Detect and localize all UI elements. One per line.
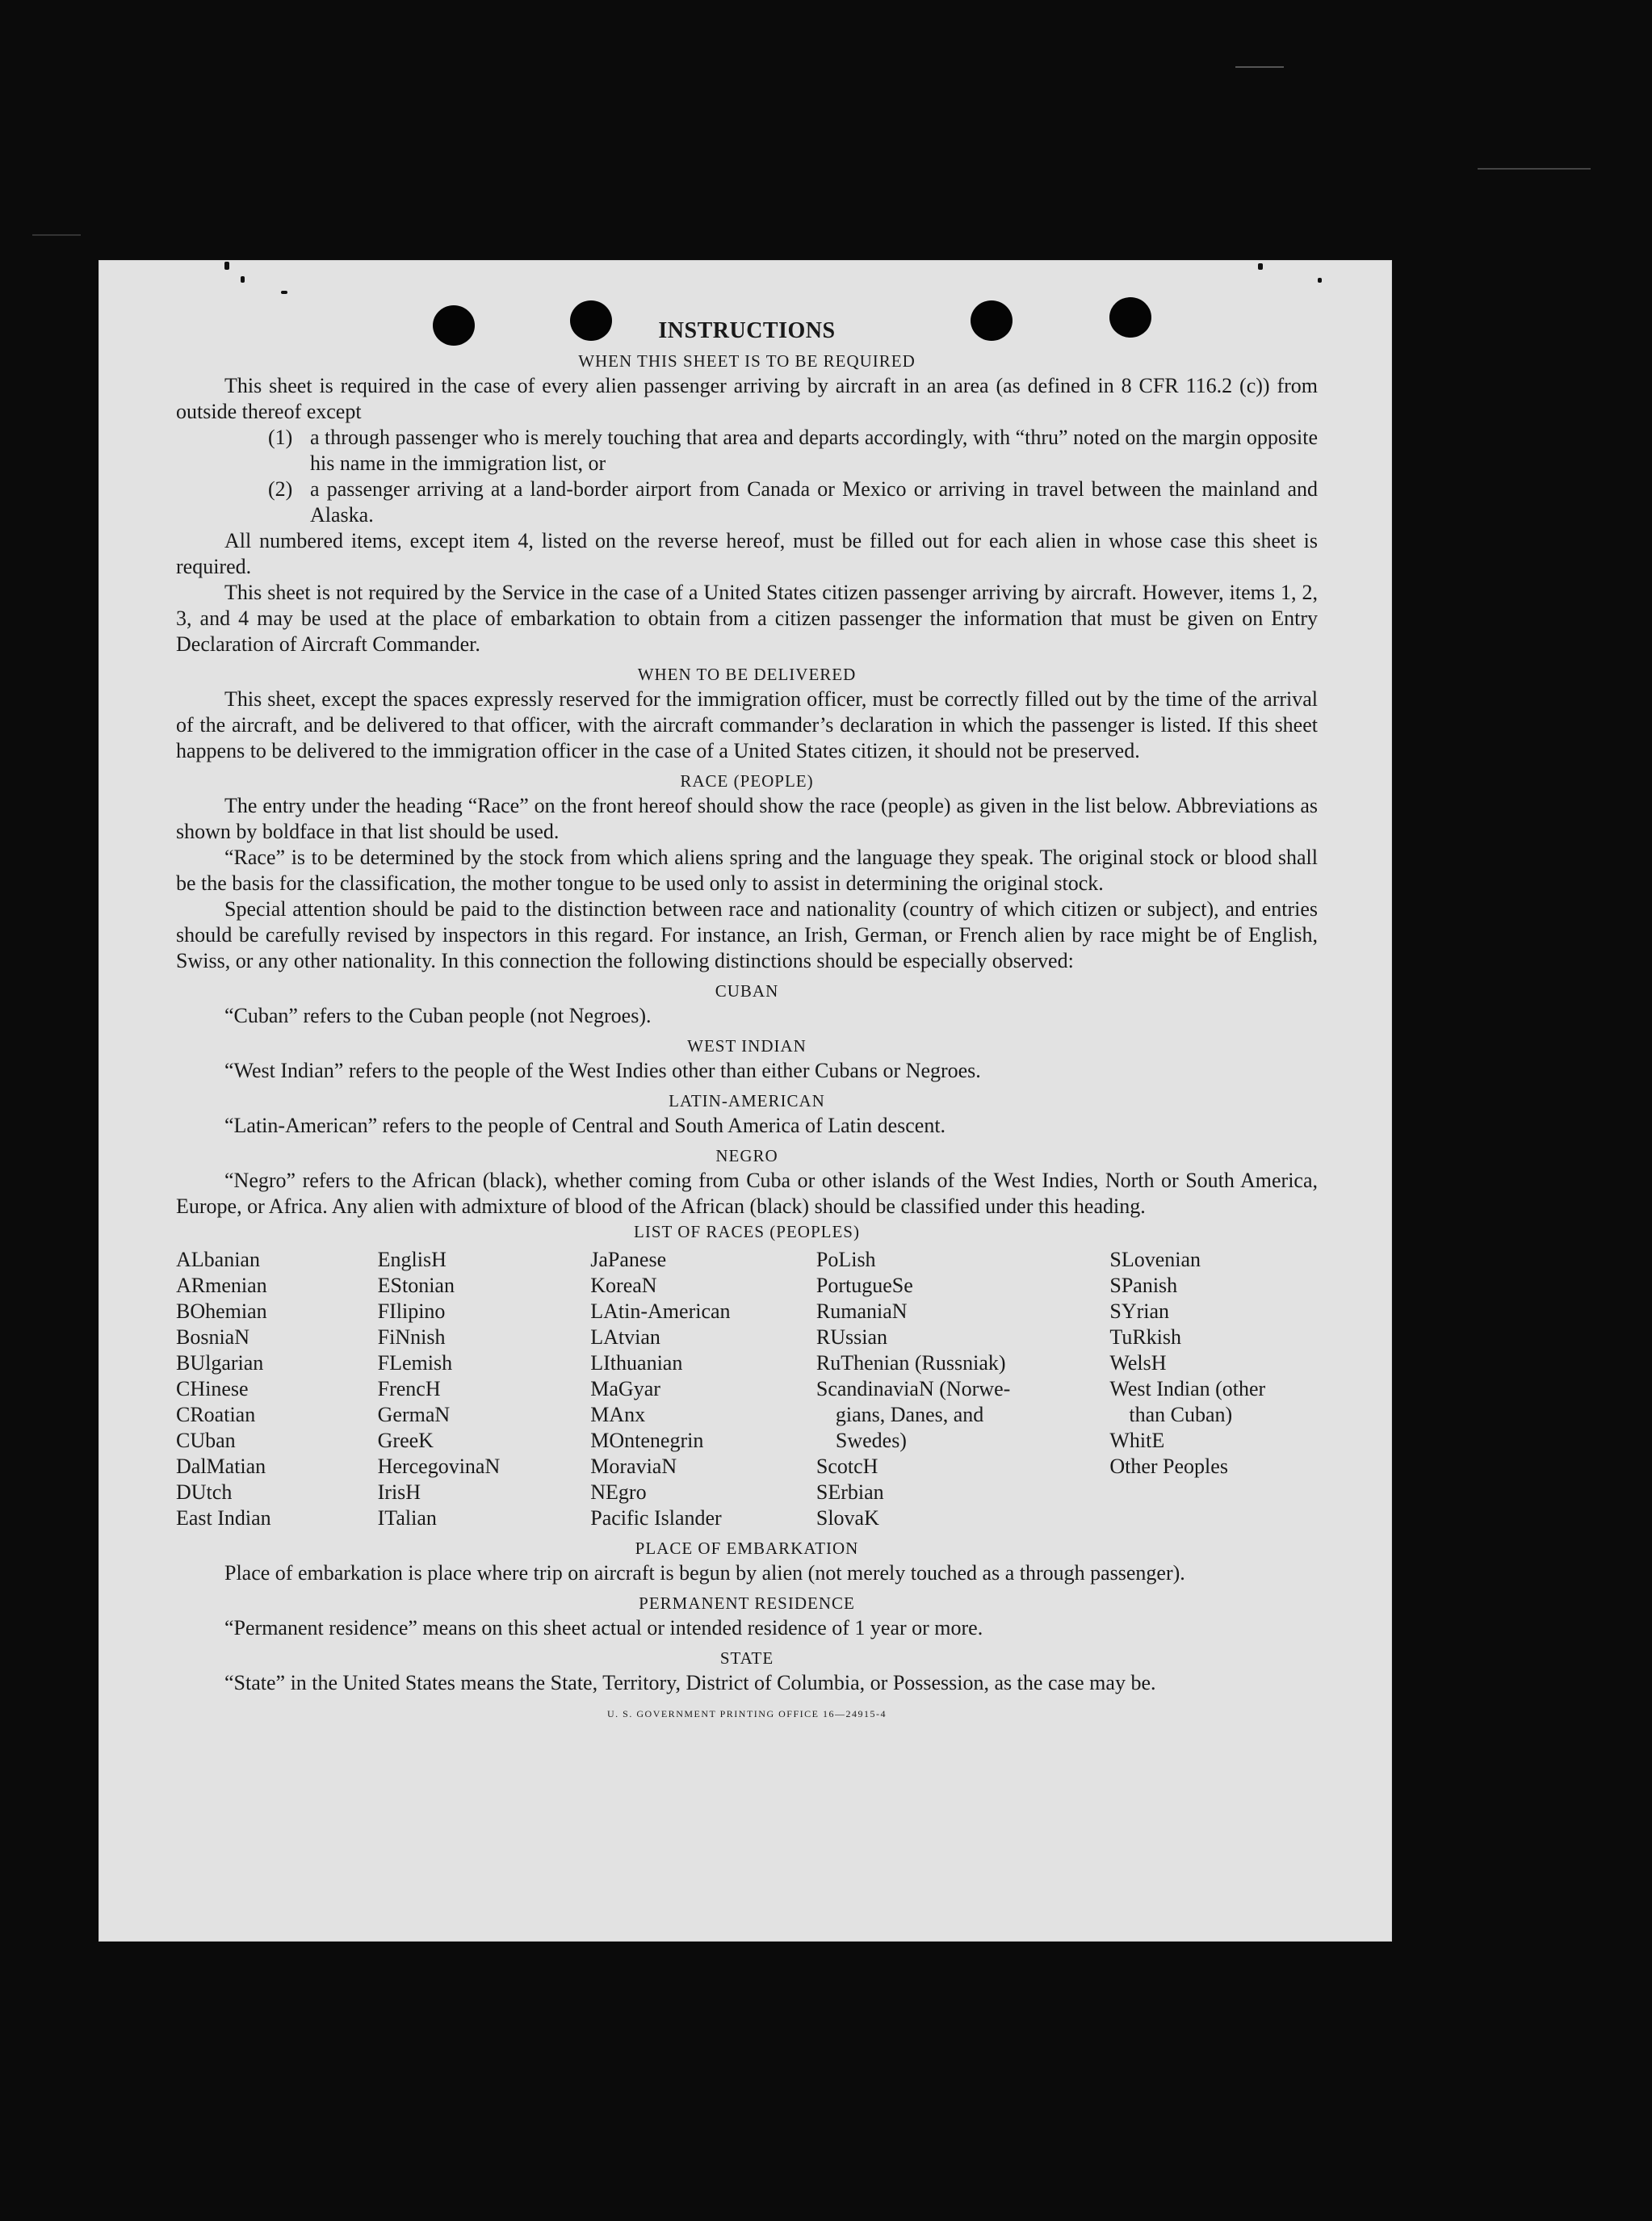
section-heading-state: STATE <box>719 1648 774 1668</box>
item-text: a passenger arriving at a land-border airport from Canada or Mexico or arriving in travel between the mainland and Alaska. <box>310 477 1318 527</box>
race-entry: RuThenian (Russniak) <box>816 1351 1006 1375</box>
section-heading-delivered: WHEN TO BE DELIVERED <box>637 665 857 684</box>
race-entry: GreeK <box>377 1429 434 1452</box>
speck <box>241 276 245 283</box>
race-entry: PortugueSe <box>816 1274 913 1297</box>
instruction-sheet <box>99 260 1392 1942</box>
race-entry: EStonian <box>377 1274 455 1297</box>
races-column <box>378 1247 591 1531</box>
race-entry: SlovaK <box>816 1506 879 1530</box>
race-entry: FLemish <box>377 1351 453 1375</box>
race-entry: IrisH <box>377 1480 421 1504</box>
section-heading-negro: NEGRO <box>715 1146 778 1165</box>
section-heading-west-indian: WEST INDIAN <box>687 1036 807 1056</box>
speck <box>1318 278 1322 283</box>
paragraph: “Negro” refers to the African (black), whether coming from Cuba or other islands of the West Indies, North or South America, Europe, or Africa. Any alien with admixture of blood of the African (black) should be classified under this heading. <box>176 1169 1318 1218</box>
races-column <box>1109 1247 1318 1531</box>
race-entry: RUssian <box>816 1325 887 1349</box>
race-entry: gians, Danes, and <box>835 1403 984 1426</box>
race-entry: ITalian <box>377 1506 437 1530</box>
race-entry: CUban <box>176 1429 236 1452</box>
paragraph: This sheet, except the spaces expressly reserved for the immigration officer, must be correctly filled out by the time of the arrival of the aircraft, and be delivered to that officer, with the aircraft commander’s declaration in which the passenger is listed. If this sheet happens to be delivered to the immigration officer in the case of a United States citizen, it should not be preserved. <box>176 687 1318 762</box>
race-entry: ScandinaviaN (Norwe- <box>816 1377 1011 1400</box>
paragraph: Special attention should be paid to the distinction between race and nationality (country of which citizen or subject), and entries should be carefully revised by inspectors in this regard. For instance, an Irish, German, or French alien by race might be of English, Swiss, or any other nationality. In this connection the following distinctions should be especially observed: <box>176 897 1318 972</box>
printer-imprint: U. S. GOVERNMENT PRINTING OFFICE 16—24915-4 <box>607 1708 887 1719</box>
race-entry: EnglisH <box>377 1248 447 1271</box>
races-column <box>816 1247 1109 1531</box>
section-heading-race: RACE (PEOPLE) <box>680 771 814 791</box>
paragraph: This sheet is required in the case of every alien passenger arriving by aircraft in an area (as defined in 8 CFR 116.2 (c)) from outside thereof except <box>176 374 1318 423</box>
section-heading-embarkation: PLACE OF EMBARKATION <box>635 1539 859 1558</box>
race-entry: LAtin-American <box>590 1299 731 1323</box>
race-entry: CHinese <box>176 1377 249 1400</box>
race-entry: MaGyar <box>590 1377 660 1400</box>
race-entry: CRoatian <box>176 1403 256 1426</box>
races-column <box>176 1247 378 1531</box>
speck <box>1258 263 1263 270</box>
race-entry: BOhemian <box>176 1299 267 1323</box>
paragraph: “Permanent residence” means on this sheet actual or intended residence of 1 year or more. <box>224 1616 983 1640</box>
section-heading-cuban: CUBAN <box>715 981 779 1001</box>
race-entry: DalMatian <box>176 1455 266 1478</box>
race-entry: Pacific Islander <box>590 1506 722 1530</box>
item-number: (1) <box>268 426 293 449</box>
races-column <box>590 1247 816 1531</box>
paragraph: “Latin-American” refers to the people of Central and South America of Latin descent. <box>224 1114 946 1137</box>
race-entry: FIlipino <box>377 1299 446 1323</box>
section-heading-residence: PERMANENT RESIDENCE <box>639 1593 855 1613</box>
race-entry: FrencH <box>377 1377 441 1400</box>
race-entry: DUtch <box>176 1480 233 1504</box>
race-entry: FiNnish <box>377 1325 446 1349</box>
background-mark <box>1478 168 1591 170</box>
race-entry: SErbian <box>816 1480 884 1504</box>
paragraph: “Cuban” refers to the Cuban people (not Negroes). <box>224 1004 652 1027</box>
race-entry: ScotcH <box>816 1455 878 1478</box>
race-entry: TuRkish <box>1109 1325 1182 1349</box>
race-entry: MAnx <box>590 1403 646 1426</box>
paragraph: The entry under the heading “Race” on the front hereof should show the race (people) as given in the list below. Abbreviations as shown by boldface in that list should be used. <box>176 794 1318 843</box>
speck <box>224 262 229 270</box>
race-entry: NEgro <box>590 1480 647 1504</box>
race-entry: MoraviaN <box>590 1455 677 1478</box>
page-title: INSTRUCTIONS <box>658 318 836 343</box>
race-entry: SYrian <box>1109 1299 1170 1323</box>
race-entry: MOntenegrin <box>590 1429 704 1452</box>
paragraph: “Race” is to be determined by the stock from which aliens spring and the language they speak. The original stock or blood shall be the basis for the classification, the mother tongue to be used only to assist in determining the original stock. <box>176 846 1318 895</box>
race-entry: WhitE <box>1109 1429 1165 1452</box>
race-entry: East Indian <box>176 1506 271 1530</box>
background-mark <box>1235 66 1284 68</box>
section-heading-required: WHEN THIS SHEET IS TO BE REQUIRED <box>578 351 916 371</box>
item-text: a through passenger who is merely touching that area and departs accordingly, with “thru” noted on the margin opposite his name in the immigration list, or <box>310 426 1318 475</box>
race-entry: SLovenian <box>1109 1248 1201 1271</box>
race-entry: SPanish <box>1109 1274 1178 1297</box>
item-number: (2) <box>268 477 293 501</box>
race-entry: LAtvian <box>590 1325 660 1349</box>
race-entry: RumaniaN <box>816 1299 908 1323</box>
race-entry: KoreaN <box>590 1274 657 1297</box>
paragraph: All numbered items, except item 4, listed on the reverse hereof, must be filled out for each alien in whose case this sheet is required. <box>176 529 1318 578</box>
race-entry: LIthuanian <box>590 1351 683 1375</box>
race-entry: Other Peoples <box>1109 1455 1228 1478</box>
race-entry: ALbanian <box>176 1248 260 1271</box>
race-entry: WelsH <box>1109 1351 1167 1375</box>
race-entry: ARmenian <box>176 1274 267 1297</box>
race-entry: BUlgarian <box>176 1351 264 1375</box>
paragraph: This sheet is not required by the Service in the case of a United States citizen passenger arriving by aircraft. However, items 1, 2, 3, and 4 may be used at the place of embarkation to obtain from a citizen passenger the information that must be given on Entry Declaration of Aircraft Commander. <box>176 581 1318 656</box>
list-item <box>176 477 1318 528</box>
race-entry: GermaN <box>377 1403 451 1426</box>
race-entry: PoLish <box>816 1248 876 1271</box>
paragraph: “State” in the United States means the State, Territory, District of Columbia, or Possession, as the case may be. <box>224 1671 1156 1694</box>
race-entry: than Cuban) <box>1129 1403 1233 1426</box>
races-list <box>176 1247 1318 1531</box>
race-entry: Swedes) <box>835 1429 907 1452</box>
race-entry: JaPanese <box>590 1248 667 1271</box>
race-entry: BosniaN <box>176 1325 249 1349</box>
speck <box>281 291 287 294</box>
race-entry: West Indian (other <box>1109 1377 1266 1400</box>
paragraph: Place of embarkation is place where trip on aircraft is begun by alien (not merely touched as a through passenger). <box>224 1561 1185 1585</box>
background-mark <box>32 234 81 236</box>
section-heading-list-of-races: LIST OF RACES (PEOPLES) <box>634 1222 860 1241</box>
list-item <box>176 425 1318 477</box>
race-entry: HercegovinaN <box>377 1455 501 1478</box>
section-heading-latin-american: LATIN-AMERICAN <box>669 1091 825 1110</box>
paragraph: “West Indian” refers to the people of the West Indies other than either Cubans or Negroes. <box>224 1059 981 1082</box>
instructions-body <box>176 318 1318 1727</box>
